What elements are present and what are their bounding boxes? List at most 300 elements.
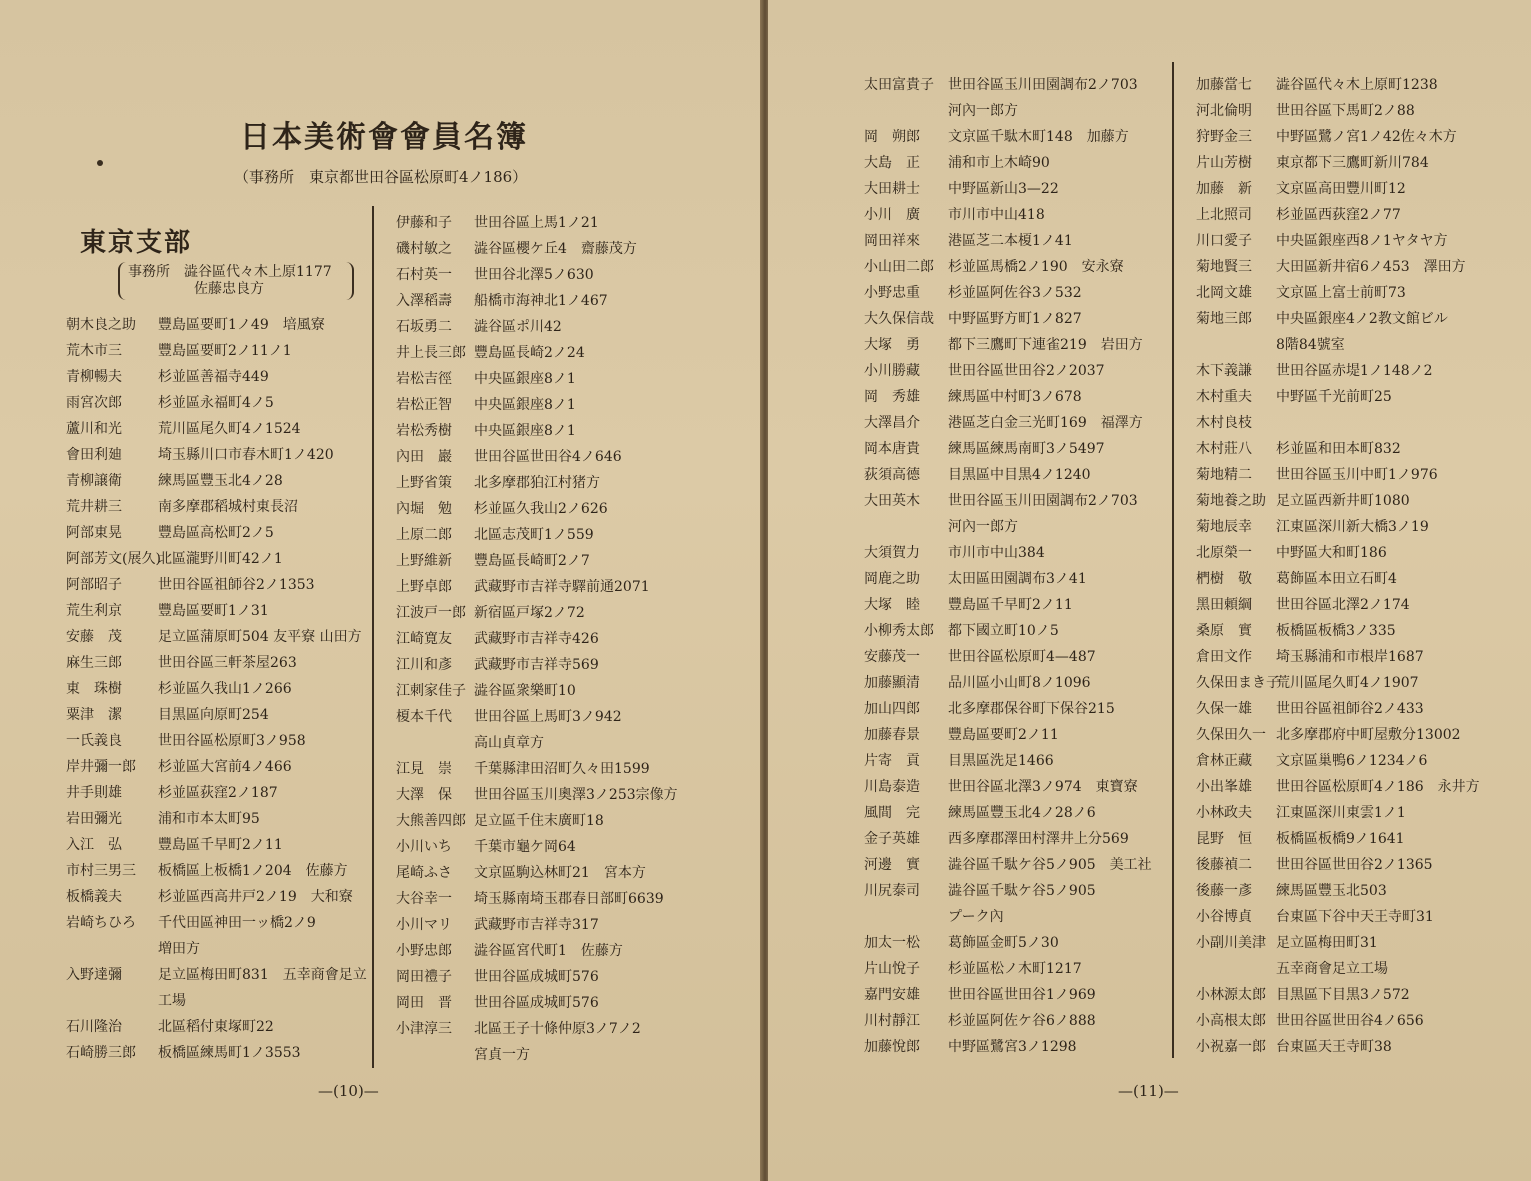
member-name: 河北倫明	[1196, 103, 1252, 119]
member-entry	[66, 468, 367, 494]
member-entry	[396, 522, 678, 548]
member-entry	[864, 306, 1152, 332]
member-entry	[396, 470, 678, 496]
member-address: 世田谷區玉川田園調布2ノ703	[948, 77, 1138, 93]
member-name: 小谷博貞	[1196, 909, 1252, 925]
member-name: 片山芳樹	[1196, 155, 1252, 171]
member-address: 千葉市龜ケ岡64	[474, 839, 576, 855]
member-entry	[1196, 124, 1480, 150]
member-name: 加太一松	[864, 935, 920, 951]
member-entry	[1196, 1034, 1480, 1060]
member-name: 東 珠樹	[66, 681, 122, 697]
member-entry	[864, 982, 1152, 1008]
member-address: 豐島區千早町2ノ11	[948, 597, 1073, 613]
member-entry	[864, 176, 1152, 202]
member-entry	[396, 678, 678, 704]
member-name: 石川隆治	[66, 1019, 122, 1035]
member-name: 江崎寛友	[396, 631, 452, 647]
member-name: 加藤當七	[1196, 77, 1252, 93]
member-name: 上野卓郎	[396, 579, 452, 595]
member-name: 安藤茂一	[864, 649, 920, 665]
member-entry	[396, 314, 678, 340]
member-name: 菊地養之助	[1196, 493, 1266, 509]
member-name: 江刺家佳子	[396, 683, 466, 699]
member-address: 杉並區和田本町832	[1276, 441, 1401, 457]
member-name: 風間 完	[864, 805, 920, 821]
member-entry	[66, 858, 367, 884]
member-name	[1196, 956, 1276, 982]
member-address: 江東區深川東雲1ノ1	[1276, 805, 1406, 821]
member-name: 木村重夫	[1196, 389, 1252, 405]
member-name: 小出峯雄	[1196, 779, 1252, 795]
member-address: 埼玉縣川口市春木町1ノ420	[158, 447, 334, 463]
member-name: 大島 正	[864, 155, 920, 171]
member-entry	[396, 938, 678, 964]
member-entry	[864, 358, 1152, 384]
page-title: 日本美術會會員名簿	[240, 120, 528, 155]
member-address: 文京區上富士前町73	[1276, 285, 1406, 301]
member-address: 世田谷區三軒茶屋263	[158, 655, 297, 671]
member-entry	[1196, 722, 1480, 748]
member-name: 加藤顯清	[864, 675, 920, 691]
member-entry	[396, 652, 678, 678]
member-name: 大熊善四郎	[396, 813, 466, 829]
member-entry	[66, 520, 367, 546]
member-entry	[396, 756, 678, 782]
member-entry-continuation	[864, 98, 1152, 124]
member-address: 北區稻付東塚町22	[158, 1019, 274, 1035]
member-name: 入野達彌	[66, 967, 122, 983]
member-address: 足立區梅田町31	[1276, 935, 1378, 951]
member-name: 小津淳三	[396, 1021, 452, 1037]
member-address: 港區芝白金三光町169 福澤方	[948, 415, 1143, 431]
member-entry	[864, 696, 1152, 722]
member-entry	[66, 910, 367, 936]
member-entry	[66, 546, 367, 572]
member-entry	[396, 210, 678, 236]
member-entry	[66, 1040, 367, 1066]
member-entry	[1196, 618, 1480, 644]
member-column-left-1	[66, 312, 367, 1066]
member-name: 江波戸一郎	[396, 605, 466, 621]
member-address: プーク內	[948, 909, 1004, 925]
member-entry	[396, 288, 678, 314]
member-entry	[66, 364, 367, 390]
member-entry	[396, 548, 678, 574]
member-address: 澁谷區代々木上原町1238	[1276, 77, 1438, 93]
member-name: 岡田禮子	[396, 969, 452, 985]
member-address: 都下國立町10ノ5	[948, 623, 1059, 639]
member-name: 倉林正藏	[1196, 753, 1252, 769]
member-entry	[396, 1016, 678, 1042]
member-address: 葛飾區金町5ノ30	[948, 935, 1059, 951]
member-address: 世田谷區上馬1ノ21	[474, 215, 599, 231]
member-name: 小副川美津	[1196, 935, 1266, 951]
member-entry	[396, 392, 678, 418]
member-entry	[66, 780, 367, 806]
member-column-right-2	[1196, 72, 1480, 1060]
member-address: 市川市中山418	[948, 207, 1045, 223]
right-page	[768, 0, 1531, 1181]
member-entry	[864, 228, 1152, 254]
member-entry	[66, 676, 367, 702]
member-name: 後藤一彥	[1196, 883, 1252, 899]
member-entry	[1196, 904, 1480, 930]
member-entry	[396, 236, 678, 262]
member-name: 加藤悅郎	[864, 1039, 920, 1055]
member-name: 小祝嘉一郎	[1196, 1039, 1266, 1055]
member-address: 目黒區下目黒3ノ572	[1276, 987, 1410, 1003]
member-name: 麻生三郎	[66, 655, 122, 671]
member-name: 川尻泰司	[864, 883, 920, 899]
member-name: 後藤禎二	[1196, 857, 1252, 873]
member-address: 世田谷區玉川奧澤3ノ253宗像方	[474, 787, 678, 803]
member-entry	[864, 644, 1152, 670]
member-entry	[1196, 696, 1480, 722]
member-entry-continuation	[1196, 956, 1480, 982]
member-name: 菊地賢三	[1196, 259, 1252, 275]
member-name: 伊藤和子	[396, 215, 452, 231]
member-address: 澁谷區衆樂町10	[474, 683, 576, 699]
member-address: 杉並區馬橋2ノ190 安永寮	[948, 259, 1124, 275]
member-entry	[1196, 150, 1480, 176]
member-entry	[66, 494, 367, 520]
member-entry	[1196, 280, 1480, 306]
member-entry	[864, 722, 1152, 748]
member-column-right-1	[864, 72, 1152, 1060]
member-address: 世田谷區世田谷4ノ656	[1276, 1013, 1424, 1029]
member-address: 埼玉縣浦和市根岸1687	[1276, 649, 1424, 665]
member-address: 練馬區豐玉北503	[1276, 883, 1387, 899]
member-address: 杉並區久我山1ノ266	[158, 681, 292, 697]
member-name: 北原榮一	[1196, 545, 1252, 561]
member-name: 會田利廸	[66, 447, 122, 463]
member-address: 文京區千駄木町148 加藤方	[948, 129, 1129, 145]
member-name: 內堀 勉	[396, 501, 452, 517]
member-address: 中野區大和町186	[1276, 545, 1387, 561]
member-address: 足立區千住末廣町18	[474, 813, 604, 829]
member-entry	[864, 488, 1152, 514]
member-address: 中野區鷺ノ宮1ノ42佐々木方	[1276, 129, 1457, 145]
member-address: 中野區鷺宮3ノ1298	[948, 1039, 1077, 1055]
member-address: 世田谷區下馬町2ノ88	[1276, 103, 1415, 119]
member-name: 片寄 貢	[864, 753, 920, 769]
member-entry-continuation	[864, 514, 1152, 540]
member-entry	[1196, 358, 1480, 384]
member-entry	[864, 436, 1152, 462]
member-address: 世田谷區世田谷4ノ646	[474, 449, 622, 465]
member-entry	[864, 748, 1152, 774]
member-address: 目黒區中目黒4ノ1240	[948, 467, 1091, 483]
member-address: 千代田區神田一ッ橋2ノ9	[158, 915, 316, 931]
member-address: 練馬區豐玉北4ノ28ノ6	[948, 805, 1096, 821]
member-name: 岩田彌光	[66, 811, 122, 827]
member-entry	[1196, 488, 1480, 514]
member-name: 椚樹 敬	[1196, 571, 1252, 587]
member-address: 荒川區尾久町4ノ1907	[1276, 675, 1419, 691]
member-entry	[66, 702, 367, 728]
member-entry	[66, 442, 367, 468]
member-entry	[396, 704, 678, 730]
member-entry	[66, 806, 367, 832]
member-entry	[1196, 176, 1480, 202]
member-name: 小川いち	[396, 839, 452, 855]
member-name: 岡 朔郎	[864, 129, 920, 145]
member-address: 杉並區善福寺449	[158, 369, 269, 385]
member-entry	[396, 834, 678, 860]
member-entry	[864, 878, 1152, 904]
member-address: 板橋區板橋3ノ335	[1276, 623, 1396, 639]
member-address: 世田谷區北澤3ノ974 東寶寮	[948, 779, 1138, 795]
member-address: 中央區銀座8ノ1	[474, 423, 576, 439]
member-entry	[396, 886, 678, 912]
member-name	[864, 514, 948, 540]
member-address: 板橋區板橋9ノ1641	[1276, 831, 1405, 847]
member-name: 岡田祥來	[864, 233, 920, 249]
member-address: 世田谷區世田谷2ノ1365	[1276, 857, 1433, 873]
member-address: 西多摩郡澤田村澤井上分569	[948, 831, 1129, 847]
member-entry	[1196, 982, 1480, 1008]
member-entry	[396, 574, 678, 600]
member-address: 練馬區豐玉北4ノ28	[158, 473, 283, 489]
member-name: 小山田二郎	[864, 259, 934, 275]
member-name: 岩松正智	[396, 397, 452, 413]
member-address: 世田谷區世田谷1ノ969	[948, 987, 1096, 1003]
member-name: 川口愛子	[1196, 233, 1252, 249]
member-entry	[1196, 228, 1480, 254]
member-name: 岡鹿之助	[864, 571, 920, 587]
member-name: 太田富貴子	[864, 77, 934, 93]
member-name: 木下義謙	[1196, 363, 1252, 379]
member-entry	[864, 592, 1152, 618]
member-address: 荒川區尾久町4ノ1524	[158, 421, 301, 437]
member-entry-continuation	[396, 730, 678, 756]
member-entry	[864, 852, 1152, 878]
member-address: 豐島區要町1ノ49 培風寮	[158, 317, 325, 333]
member-address: 澁谷區櫻ケ丘4 齋藤茂方	[474, 241, 637, 257]
member-address: 河內一郎方	[948, 103, 1018, 119]
column-divider	[1172, 62, 1174, 1058]
member-address: 足立區梅田町831 五幸商會足立	[158, 967, 367, 983]
member-name: 大田英木	[864, 493, 920, 509]
member-entry	[396, 444, 678, 470]
member-address: 浦和市上木崎90	[948, 155, 1050, 171]
member-entry	[66, 598, 367, 624]
member-entry	[864, 280, 1152, 306]
member-name: 川村靜江	[864, 1013, 920, 1029]
member-entry	[396, 600, 678, 626]
member-address: 目黒區向原町254	[158, 707, 269, 723]
member-entry	[864, 72, 1152, 98]
member-entry	[864, 956, 1152, 982]
member-name: 入江 弘	[66, 837, 122, 853]
member-address: 8階84號室	[1276, 337, 1345, 353]
member-name	[396, 1042, 474, 1068]
member-address: 世田谷北澤5ノ630	[474, 267, 594, 283]
page-number: —(11)—	[1118, 1082, 1179, 1100]
member-name: 岡 秀雄	[864, 389, 920, 405]
member-address: 練馬區中村町3ノ678	[948, 389, 1082, 405]
member-address: 北多摩郡保谷町下保谷215	[948, 701, 1115, 717]
member-name: 大須賀力	[864, 545, 920, 561]
member-entry	[66, 962, 367, 988]
member-address: 世田谷區祖師谷2ノ1353	[158, 577, 315, 593]
member-name: 大塚 勇	[864, 337, 920, 353]
member-address: 世田谷區松原町4ノ186 永井方	[1276, 779, 1480, 795]
member-name: 石崎勝三郎	[66, 1045, 136, 1061]
member-name: 磯村敏之	[396, 241, 452, 257]
member-address: 世田谷區松原町3ノ958	[158, 733, 306, 749]
member-address: 豐島區高松町2ノ5	[158, 525, 274, 541]
member-entry	[396, 626, 678, 652]
member-address: 杉並區久我山2ノ626	[474, 501, 608, 517]
ink-spot	[97, 160, 103, 166]
member-entry	[1196, 202, 1480, 228]
member-name: 大田耕士	[864, 181, 920, 197]
member-address: 東京都下三鷹町新川784	[1276, 155, 1429, 171]
member-entry	[1196, 98, 1480, 124]
member-address: 江東區深川新大橋3ノ19	[1276, 519, 1429, 535]
member-address: 世田谷區成城町576	[474, 995, 599, 1011]
member-entry	[396, 912, 678, 938]
member-name	[864, 904, 948, 930]
member-entry	[1196, 436, 1480, 462]
member-name: 久保一雄	[1196, 701, 1252, 717]
member-entry	[864, 410, 1152, 436]
member-name: 北岡文雄	[1196, 285, 1252, 301]
member-address: 大田區新井宿6ノ453 澤田方	[1276, 259, 1466, 275]
member-name: 荒井耕三	[66, 499, 122, 515]
member-address: 足立區蒲原町504 友平寮 山田方	[158, 629, 362, 645]
member-entry	[1196, 306, 1480, 332]
member-name: 黑田頼綱	[1196, 597, 1252, 613]
member-entry	[66, 624, 367, 650]
member-name: 入澤稻壽	[396, 293, 452, 309]
member-name: 上野維新	[396, 553, 452, 569]
member-entry	[1196, 1008, 1480, 1034]
member-entry-continuation	[396, 1042, 678, 1068]
member-name: 上原二郎	[396, 527, 452, 543]
member-address: 文京區巢鴨6ノ1234ノ6	[1276, 753, 1428, 769]
member-name: 上野省策	[396, 475, 452, 491]
member-name: 阿部昭子	[66, 577, 122, 593]
member-address: 澁谷區宮代町1 佐藤方	[474, 943, 623, 959]
member-name: 小林政夫	[1196, 805, 1252, 821]
member-name: 上北照司	[1196, 207, 1252, 223]
member-address: 工場	[158, 993, 186, 1009]
member-name: 小高根太郎	[1196, 1013, 1266, 1029]
member-address: 文京區高田豐川町12	[1276, 181, 1406, 197]
member-entry	[864, 930, 1152, 956]
member-entry-continuation	[864, 904, 1152, 930]
member-entry	[1196, 878, 1480, 904]
member-address: 世田谷區松原町4—487	[948, 649, 1096, 665]
member-entry	[864, 800, 1152, 826]
member-name: 尾崎ふさ	[396, 865, 452, 881]
member-address: 世田谷區祖師谷2ノ433	[1276, 701, 1424, 717]
member-address: 目黒區洗足1466	[948, 753, 1054, 769]
member-name	[396, 730, 474, 756]
member-entry	[1196, 644, 1480, 670]
member-name: 加藤 新	[1196, 181, 1252, 197]
member-entry	[864, 566, 1152, 592]
member-name: 大久保信哉	[864, 311, 934, 327]
member-address: 豐島區長崎2ノ24	[474, 345, 585, 361]
member-entry	[864, 124, 1152, 150]
member-entry	[864, 254, 1152, 280]
member-name: 板橋義夫	[66, 889, 122, 905]
member-name: 狩野金三	[1196, 129, 1252, 145]
member-address: 港區芝二本榎1ノ41	[948, 233, 1073, 249]
member-address: 太田區田園調布3ノ41	[948, 571, 1087, 587]
member-entry	[864, 462, 1152, 488]
member-name: 內田 巖	[396, 449, 452, 465]
member-address: 五幸商會足立工場	[1276, 961, 1388, 977]
member-name	[66, 936, 158, 962]
branch-office-line2: 佐藤忠良方	[194, 281, 264, 297]
member-entry	[396, 860, 678, 886]
member-name: 昆野 恒	[1196, 831, 1252, 847]
member-address: 豐島區要町2ノ11ノ1	[158, 343, 292, 359]
member-address: 中野區野方町1ノ827	[948, 311, 1082, 327]
member-name: 青柳暢夫	[66, 369, 122, 385]
member-name: 岩松吉徑	[396, 371, 452, 387]
member-address: 中野區千光前町25	[1276, 389, 1392, 405]
member-name: 小野忠郎	[396, 943, 452, 959]
member-address: 世田谷區赤堤1ノ148ノ2	[1276, 363, 1433, 379]
member-address: 杉並區西荻窪2ノ77	[1276, 207, 1401, 223]
member-name: 荒生利京	[66, 603, 122, 619]
member-entry	[396, 990, 678, 1016]
member-entry	[1196, 826, 1480, 852]
member-address: 台東區天王寺町38	[1276, 1039, 1392, 1055]
member-name: 小柳秀太郎	[864, 623, 934, 639]
member-name: 桑原 實	[1196, 623, 1252, 639]
member-name: 阿部東晃	[66, 525, 122, 541]
member-entry	[66, 1014, 367, 1040]
member-entry	[864, 826, 1152, 852]
member-name: 荻須高德	[864, 467, 920, 483]
member-name: 江見 崇	[396, 761, 452, 777]
member-entry	[864, 540, 1152, 566]
member-entry	[66, 884, 367, 910]
member-address: 武藏野市吉祥寺426	[474, 631, 599, 647]
member-entry	[864, 774, 1152, 800]
member-name: 河邊 實	[864, 857, 920, 873]
member-name: 片山悅子	[864, 961, 920, 977]
member-address: 澁谷區千駄ケ谷5ノ905 美工社	[948, 857, 1152, 873]
member-name: 阿部芳文(展久)	[66, 551, 161, 567]
member-name: 嘉門安雄	[864, 987, 920, 1003]
member-entry	[66, 572, 367, 598]
member-name: 市村三男三	[66, 863, 136, 879]
member-address: 北多摩郡府中町屋敷分13002	[1276, 727, 1461, 743]
member-name: 大塚 睦	[864, 597, 920, 613]
member-entry	[1196, 384, 1480, 410]
member-name: 大谷幸一	[396, 891, 452, 907]
member-name: 金子英雄	[864, 831, 920, 847]
member-address: 武藏野市吉祥寺317	[474, 917, 599, 933]
member-address: 中野區新山3—22	[948, 181, 1059, 197]
member-entry-continuation	[1196, 332, 1480, 358]
member-name: 加山四郎	[864, 701, 920, 717]
member-name: 一氏義良	[66, 733, 122, 749]
member-entry	[66, 338, 367, 364]
member-name	[864, 98, 948, 124]
member-entry	[66, 728, 367, 754]
member-name: 岸井彌一郎	[66, 759, 136, 775]
member-entry	[66, 650, 367, 676]
